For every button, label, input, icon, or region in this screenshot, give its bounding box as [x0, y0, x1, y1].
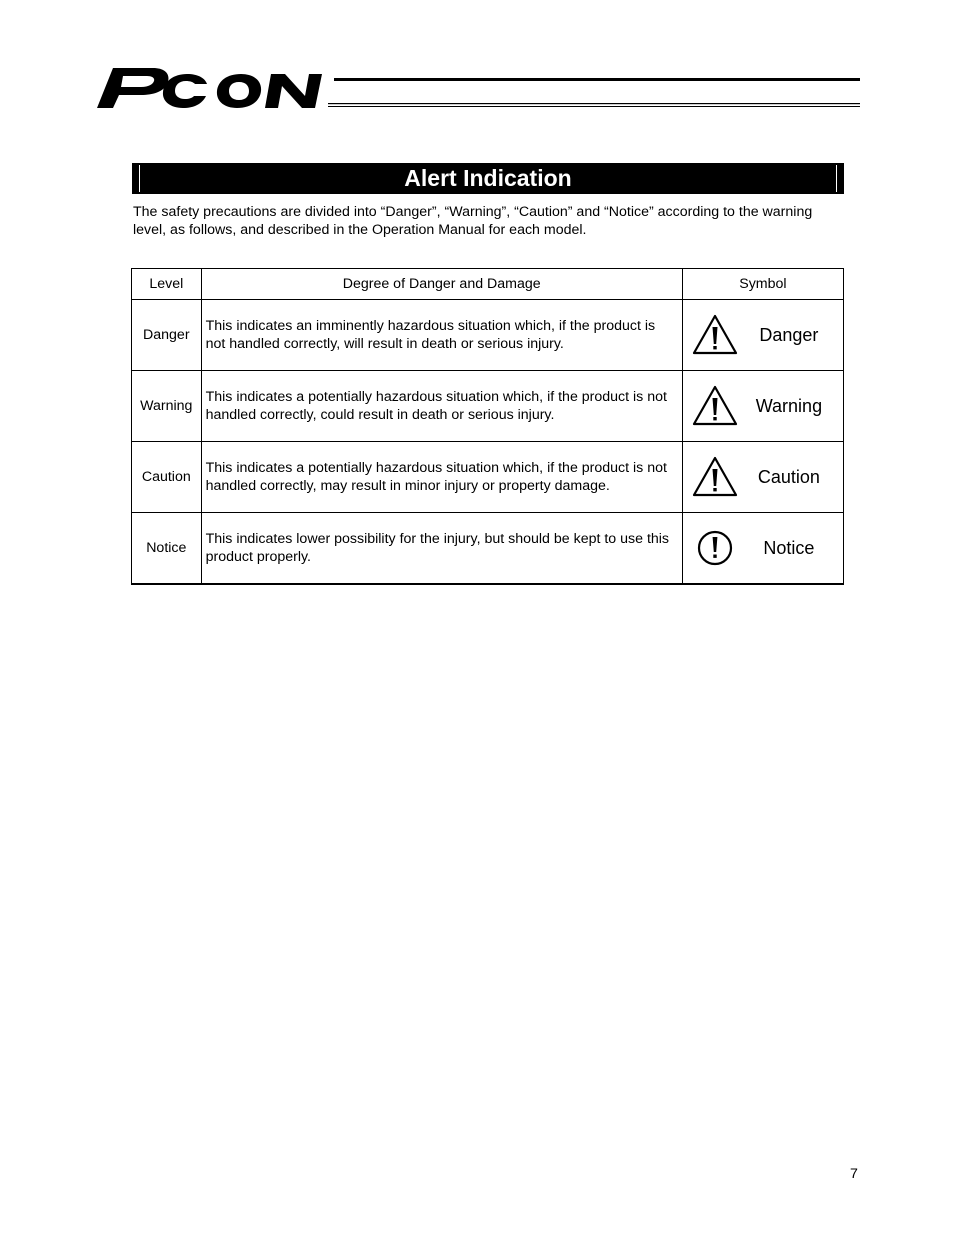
warning-triangle-icon	[691, 384, 739, 428]
page-number: 7	[850, 1166, 858, 1182]
exclamation-circle-icon	[691, 526, 739, 570]
section-title-text: Alert Indication	[404, 165, 572, 191]
row-symbol	[682, 371, 843, 442]
row-level: Danger	[132, 300, 202, 371]
intro-paragraph: The safety precautions are divided into “Danger”, “Warning”, “Caution” and “Notice” according to the warning level, as follows, and described in the Operation Manual for each model.	[133, 204, 813, 238]
table-row	[132, 371, 844, 442]
row-degree: This indicates a potentially hazardous situation which, if the product is not handled correctly, could result in death or serious injury.	[201, 371, 682, 442]
row-degree: This indicates an imminently hazardous situation which, if the product is not handled correctly, will result in death or serious injury.	[201, 300, 682, 371]
header-rule	[328, 78, 860, 108]
header-degree: Degree of Danger and Damage	[201, 269, 682, 300]
symbol-label: Warning	[755, 395, 823, 416]
warning-triangle-icon	[691, 455, 739, 499]
table-row	[132, 442, 844, 513]
pcon-logo	[95, 64, 335, 110]
header-symbol: Symbol	[682, 269, 843, 300]
table-row	[132, 513, 844, 585]
row-degree: This indicates lower possibility for the injury, but should be kept to use this product properly.	[201, 513, 682, 585]
row-degree: This indicates a potentially hazardous situation which, if the product is not handled correctly, may result in minor injury or property damage.	[201, 442, 682, 513]
row-level: Warning	[132, 371, 202, 442]
row-symbol	[682, 300, 843, 371]
warning-triangle-icon	[691, 313, 739, 357]
table-header-row	[132, 269, 844, 300]
alert-table	[131, 268, 844, 585]
symbol-label: Danger	[759, 324, 819, 345]
row-symbol	[682, 513, 843, 585]
symbol-label: Caution	[757, 466, 820, 487]
section-title	[132, 163, 844, 194]
row-level: Caution	[132, 442, 202, 513]
header-level: Level	[132, 269, 202, 300]
table-row	[132, 300, 844, 371]
symbol-label: Notice	[763, 537, 815, 558]
row-level: Notice	[132, 513, 202, 585]
row-symbol	[682, 442, 843, 513]
